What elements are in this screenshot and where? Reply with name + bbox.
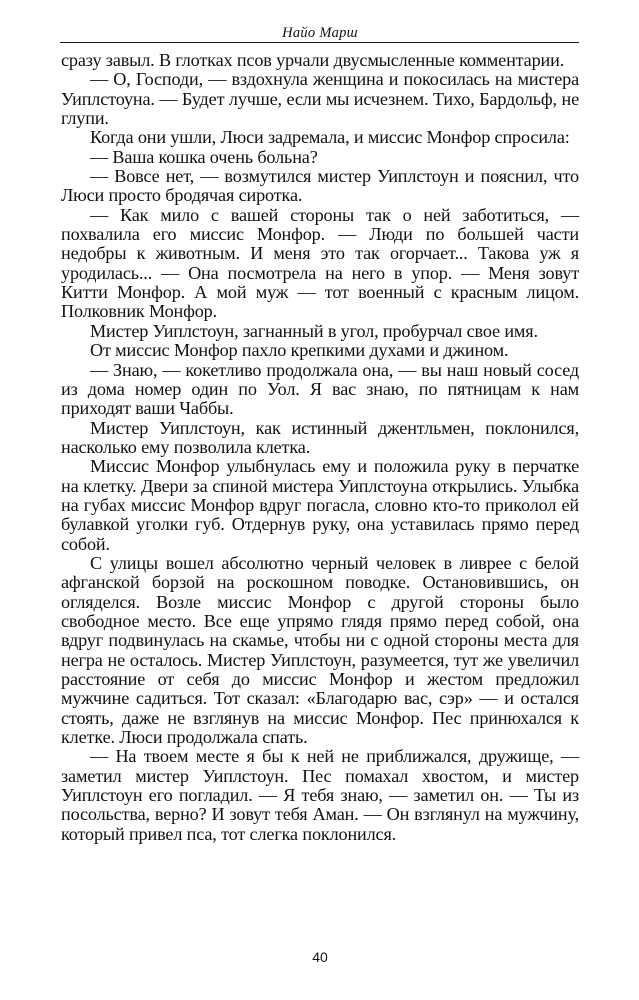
header-rule-divider — [60, 42, 579, 43]
paragraph: — Как мило с вашей стороны так о ней заботиться, — похвалила его миссис Монфор. — Люди по большей части недобры к животным. И меня это так огорчает... Такова уж я уродилась... — Она посмотрела на него в упор. — Меня зовут Китти Монфор. А мой муж — тот военный с красным лицом. Полковник Монфор. — [61, 204, 579, 322]
paragraph: С улицы вошел абсолютно черный человек в ливрее с белой афганской борзой на роскошном поводке. Остановившись, он огляделся. Возле миссис Монфор с другой стороны было свободное место. Все еще упрямо глядя прямо перед собой, она вдруг подвинулась на скамье, чтобы ни с одной стороны места для негра не осталось. Мистер Уиплстоун, разумеется, тут же увеличил расстояние от себя до миссис Монфор и жестом предложил мужчине садиться. Тот сказал: «Благодарю вас, сэр» — и остался стоять, даже не взглянув на миссис Монфор. Пес принюхался к клетке. Люси продолжала спать. — [61, 552, 579, 748]
paragraph: — Вовсе нет, — возмутился мистер Уиплстоун и пояснил, что Люси просто бродячая сиротка. — [61, 166, 579, 206]
running-head-author: Найо Марш — [282, 25, 358, 41]
paragraph: — На твоем месте я бы к ней не приближался, дружище, — заметил мистер Уиплстоун. Пес помахал хвостом, и мистер Уиплстоун его погладил. — Я тебя знаю, — заметил он. — Ты из посольства, верно? И зовут тебя Аман. — Он взглянул на мужчину, который привел пса, тот слегка поклонился. — [61, 746, 579, 844]
paragraph-continued: сразу завыл. В глотках псов урчали двусмысленные комментарии. — [61, 50, 565, 70]
paragraph: Мистер Уиплстоун, загнанный в угол, пробурчал свое имя. — [90, 320, 538, 341]
paragraph: От миссис Монфор пахло крепкими духами и джином. — [90, 340, 509, 361]
paragraph: Миссис Монфор улыбнулась ему и положила руку в перчатке на клетку. Двери за спиной мистера Уиплстоуна открылись. Улыбка на губах миссис Монфор вдруг погасла, словно кто-то приколол ей булавкой уголки губ. Отдернув руку, она уставилась прямо перед собой. — [61, 456, 579, 554]
page-number: 40 — [312, 949, 328, 965]
book-page — [61, 0, 579, 1000]
paragraph: — О, Господи, — вздохнула женщина и покосилась на мистера Уиплстоуна. — Будет лучше, если мы исчезнем. Тихо, Бардольф, не глупи. — [61, 69, 579, 129]
paragraph: Когда они ушли, Люси задремала, и миссис Монфор спросила: — [90, 127, 570, 148]
paragraph: Мистер Уиплстоун, как истинный джентльмен, поклонился, насколько ему позволила клетка. — [61, 417, 579, 457]
paragraph: — Ваша кошка очень больна? — [90, 146, 318, 167]
body-text — [61, 51, 579, 844]
paragraph: — Знаю, — кокетливо продолжала она, — вы наш новый сосед из дома номер один по Уол. Я вас знаю, по пятницам к нам приходят ваши Чаббы. — [61, 359, 579, 419]
